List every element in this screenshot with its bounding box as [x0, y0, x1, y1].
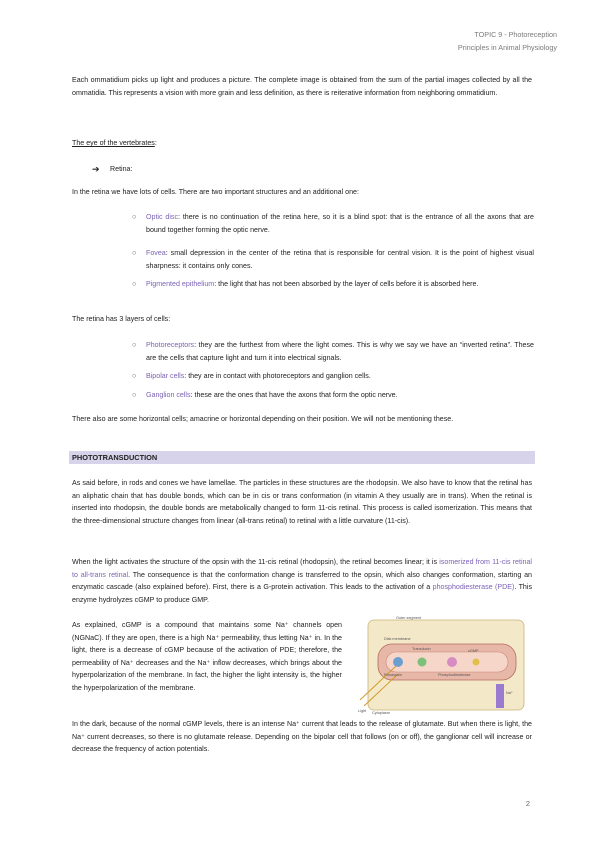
figure-label: Na⁺	[506, 691, 513, 695]
figure-label: Transducin	[412, 647, 431, 651]
header-subject: Principles in Animal Physiology	[457, 42, 557, 52]
phototransduction-paragraph-3: As explained, cGMP is a compound that maintains some Na⁺ channels open (NGNaC). If they are open, there is a high Na⁺ permeability, thus letting Na⁺ in. In the light, there is a decrease of cGMP because of the activation of PDE; therefore, the permeability of Na⁺ decreases and the Na⁺ inflow decreases, which brings about the hyperpolarization of the membrane. In fact, the higher the light intensity is, the higher the hyperpolarization of the membrane.	[72, 621, 342, 692]
intro-paragraph: Each ommatidium picks up light and produces a picture. The complete image is obtained from the sum of the partial images collected by all the ommatidia. This represents a vision with more grain and less definition, as there is reiterative information from neighboring ommatidium.	[72, 76, 532, 97]
figure-label: Cytoplasm	[372, 711, 390, 715]
figure-label: Disk membrane	[384, 637, 411, 641]
circle-bullet-icon: ○	[132, 248, 137, 257]
rhodopsin-mark	[393, 657, 403, 667]
section-heading-phototransduction: PHOTOTRANSDUCTION	[69, 451, 535, 464]
arrow-bullet-icon: ➔	[92, 164, 100, 174]
figure-label: Light	[358, 709, 367, 713]
retina-intro: In the retina we have lots of cells. There are two important structures and an additional one:	[72, 188, 359, 196]
list-item: Photoreceptors: they are the furthest from where the light comes. This is why we say we have an “inverted retina”. These are the cells that capture light and turn it into electrical signals.	[146, 341, 534, 362]
channel-mark	[496, 684, 504, 708]
page-number: 2	[525, 799, 530, 808]
phototransduction-paragraph-2: When the light activates the structure of the opsin with the 11-cis retinal (rhodopsin), the retinal becomes linear; it is isomerized from 11-cis retinal to all-trans retinal. The consequence is that the conformation change is transferred to the opsin, which also changes conformation, starting an enzymatic cascade (also explained before). First, there is a G-protein activation. This leads to the activation of a phosphodiesterase (PDE). This enzyme hydrolyzes cGMP to produce GMP.	[72, 558, 532, 604]
retina-item: Retina:	[110, 165, 133, 173]
layers-intro: The retina has 3 layers of cells:	[72, 315, 171, 323]
figure-label: Rhodopsin	[384, 673, 403, 677]
circle-bullet-icon: ○	[132, 371, 137, 380]
circle-bullet-icon: ○	[132, 212, 137, 221]
figure-label: cGMP	[468, 649, 479, 653]
phototransduction-figure	[356, 614, 528, 716]
figure-label: Phosphodiesterase	[438, 673, 471, 677]
list-item: Bipolar cells: they are in contact with photoreceptors and ganglion cells.	[146, 372, 371, 380]
list-item: Optic disc: there is no continuation of the retina here, so it is a blind spot: that is the entrance of all the axons that are bound together forming the optic nerve.	[146, 213, 534, 234]
pde-mark	[447, 657, 457, 667]
horizontal-cells-paragraph: There also are some horizontal cells; amacrine or horizontal depending on their position. We will not be mentioning these.	[72, 415, 454, 423]
list-item: Fovea: small depression in the center of the retina that is responsible for central vision. It is the point of highest visual sharpness: it contains only cones.	[146, 249, 534, 270]
phototransduction-paragraph-1: As said before, in rods and cones we have lamellae. The particles in these structures are the rhodopsin. We also have to know that the retinal has an aliphatic chain that has double bonds, which can be in cis or trans conformation (in vitamin A they usually are in trans). When the retinal is inserted into rhodopsin, the double bonds are metabolically changed to form 11-cis retinal. This process is called isomerization. This means that the three-dimensional structure changes from linear (all-trans retinal) to retinal with a little curvature (11-cis).	[72, 479, 532, 525]
vertebrate-heading: The eye of the vertebrates:	[72, 139, 157, 147]
transducin-mark	[418, 658, 427, 667]
page-header	[458, 29, 557, 54]
cgmp-mark	[473, 659, 480, 666]
figure-label: Outer segment	[396, 616, 422, 620]
header-topic: TOPIC 9 - Photoreception	[474, 30, 557, 39]
circle-bullet-icon: ○	[132, 390, 137, 399]
list-item: Ganglion cells: these are the ones that have the axons that form the optic nerve.	[146, 391, 398, 399]
circle-bullet-icon: ○	[132, 279, 137, 288]
list-item: Pigmented epithelium: the light that has not been absorbed by the layer of cells before it is absorbed here.	[146, 280, 479, 288]
phototransduction-paragraph-4: In the dark, because of the normal cGMP levels, there is an intense Na⁺ current that leads to the release of glutamate. But when there is light, the Na⁺ current decreases, so there is no glutamate release. Depending on the bipolar cell that follows (on or off), the ganglionar cell will increase or decrease the frequency of action potentials.	[72, 720, 532, 754]
circle-bullet-icon: ○	[132, 340, 137, 349]
